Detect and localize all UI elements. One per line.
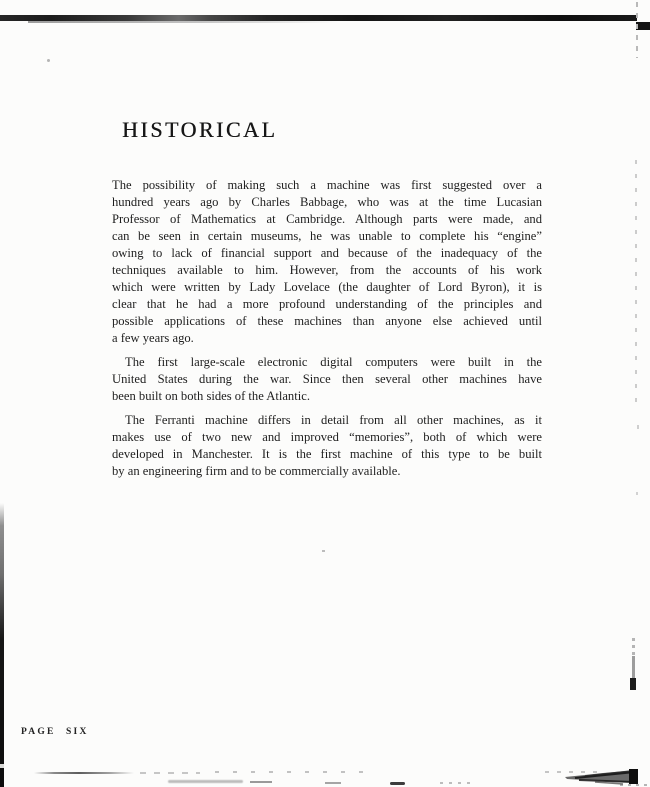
scan-artifact-bottom-dots (545, 771, 600, 773)
paragraph-first-computers (112, 354, 542, 405)
scan-artifact-top-right-mark (636, 22, 650, 30)
text-line: United States during the war. Since then several other machines have (112, 372, 542, 386)
scan-artifact-right-dashed-line-top (636, 2, 638, 58)
scan-artifact-left-edge-bar (0, 503, 4, 787)
paragraph-ferranti-machine (112, 412, 542, 480)
text-line: developed in Manchester. It is the first machine of this type to be built (112, 447, 542, 461)
scan-artifact-bottom-dash (325, 782, 341, 784)
scan-artifact-bottom-dash (390, 782, 405, 785)
text-line: possible applications of these machines than anyone else achieved until (112, 314, 542, 328)
scan-artifact-speck (636, 492, 638, 495)
text-line: can be seen in certain museums, he was unable to complete his “engine” (112, 229, 542, 243)
text-line: by an engineering firm and to be commercially available. (112, 464, 401, 478)
text-line: The possibility of making such a machine was first suggested over a (112, 178, 542, 192)
scan-artifact-bottom-dash (34, 772, 134, 774)
text-line: hundred years ago by Charles Babbage, who was at the time Lucasian (112, 195, 542, 209)
paragraph-historical-babbage (112, 177, 542, 347)
scan-artifact-left-edge-gap (0, 764, 4, 768)
scan-artifact-speck (47, 59, 50, 62)
scan-artifact-speck (637, 425, 639, 429)
text-line: been built on both sides of the Atlantic. (112, 389, 310, 403)
article-body (112, 177, 542, 480)
page-title: HISTORICAL (122, 117, 278, 142)
scan-artifact-bottom-dots (620, 784, 648, 786)
scan-artifact-right-dashed-line-lower (632, 638, 635, 656)
text-line: which were written by Lady Lovelace (the daughter of Lord Byron), it is (112, 280, 542, 294)
text-line: techniques available to him. However, from the accounts of his work (112, 263, 542, 277)
scan-artifact-bottom-right-scribble (565, 768, 640, 787)
text-line: a few years ago. (112, 331, 194, 345)
text-line: clear that he had a more profound understanding of the principles and (112, 297, 542, 311)
scan-artifact-bottom-smudge (168, 780, 243, 783)
scan-artifact-bottom-dash (250, 781, 272, 783)
text-line: The first large-scale electronic digital computers were built in the (125, 355, 542, 369)
scan-artifact-right-blob-lower (630, 678, 636, 690)
text-line: makes use of two new and improved “memories”, both of which were (112, 430, 542, 444)
text-line: The Ferranti machine differs in detail from all other machines, as it (125, 413, 542, 427)
scan-artifact-speck (322, 550, 325, 552)
scan-artifact-right-dashed-line-middle (635, 160, 637, 405)
scan-artifact-top-bar (0, 15, 637, 21)
scan-artifact-bottom-dots (440, 782, 470, 784)
scan-artifact-bottom-dots (215, 771, 365, 773)
scan-artifact-right-bar-lower (632, 656, 635, 680)
scan-artifact-bottom-dash (140, 772, 200, 774)
text-line: owing to lack of financial support and because of the inadequacy of the (112, 246, 542, 260)
text-line: Professor of Mathematics at Cambridge. Although parts were made, and (112, 212, 542, 226)
page-number-label: PAGE SIX (21, 727, 89, 737)
